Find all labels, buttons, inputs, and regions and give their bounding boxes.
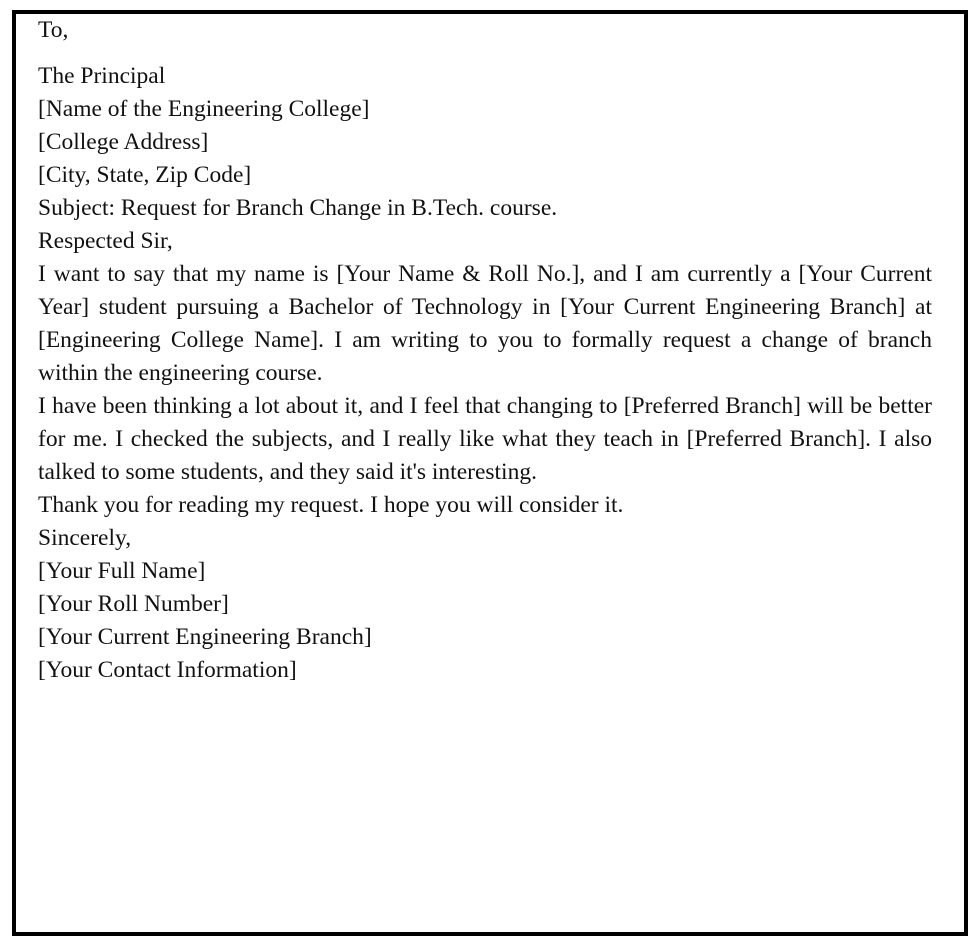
signature-roll-number: [Your Roll Number] bbox=[38, 591, 229, 617]
letter-frame bbox=[12, 10, 968, 936]
recipient-college: [Name of the Engineering College] bbox=[38, 96, 370, 122]
letter-subject: Subject: Request for Branch Change in B.Tech. course. bbox=[38, 195, 558, 221]
letter-to: To, bbox=[38, 17, 69, 43]
letter-paragraph-intro: I want to say that my name is [Your Name & Roll No.], and I am currently a [Your Current Year] student pursuing a Bachelor of Technology in [Your Current Engineering Branch] at [Engineering College Name]. I am writing to you to formally request a change of branch within the engineering course. bbox=[38, 261, 932, 386]
recipient-block bbox=[38, 60, 932, 192]
signature-full-name: [Your Full Name] bbox=[38, 558, 206, 584]
letter-salutation: Respected Sir, bbox=[38, 228, 173, 254]
signature-contact: [Your Contact Information] bbox=[38, 657, 297, 683]
letter-paragraph-thanks: Thank you for reading my request. I hope you will consider it. bbox=[38, 492, 624, 518]
signature-branch: [Your Current Engineering Branch] bbox=[38, 624, 372, 650]
recipient-title: The Principal bbox=[38, 63, 166, 89]
letter-paragraph-reason: I have been thinking a lot about it, and I feel that changing to [Preferred Branch] will be better for me. I checked the subjects, and I really like what they teach in [Preferred Branch]. I also talked to some students, and they said it's interesting. bbox=[38, 393, 932, 485]
recipient-city: [City, State, Zip Code] bbox=[38, 162, 252, 188]
recipient-address: [College Address] bbox=[38, 129, 209, 155]
letter-closing: Sincerely, bbox=[38, 525, 132, 551]
letter-body bbox=[38, 14, 932, 687]
